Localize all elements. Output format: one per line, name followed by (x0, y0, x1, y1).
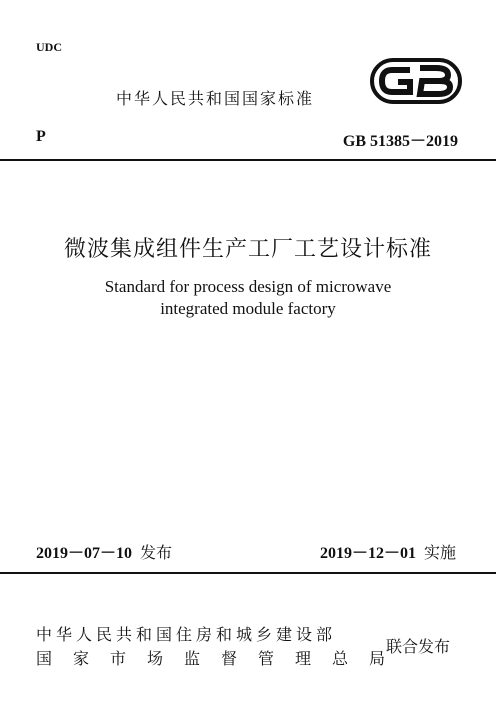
udc-label: UDC (36, 40, 62, 54)
joint-issue-label: 联合发布 (386, 637, 451, 656)
issuer-line1: 中华人民共和国住房和城乡建设部 (36, 625, 337, 644)
top-divider (0, 159, 496, 161)
issuer-line2: 国家市场监督管理总局 (36, 649, 407, 668)
implement-date: 2019－12－01 (319, 545, 416, 562)
category-code: P (36, 128, 46, 145)
standard-number: GB 51385－2019 (342, 133, 458, 150)
gb-logo (370, 56, 462, 106)
title-english (0, 276, 496, 320)
bottom-divider (0, 572, 496, 574)
publish-label: 发布 (140, 543, 173, 562)
publish-date-block (36, 540, 172, 563)
title-chinese: 微波集成组件生产工厂工艺设计标准 (63, 237, 432, 262)
implement-date-block (320, 540, 456, 563)
national-standard-label: 中华人民共和国国家标准 (116, 89, 315, 108)
implement-label: 实施 (423, 543, 456, 562)
title-english-line1: Standard for process design of microwave (104, 277, 392, 296)
title-english-line2: integrated module factory (160, 299, 336, 318)
publish-date: 2019－07－10 (36, 545, 133, 562)
